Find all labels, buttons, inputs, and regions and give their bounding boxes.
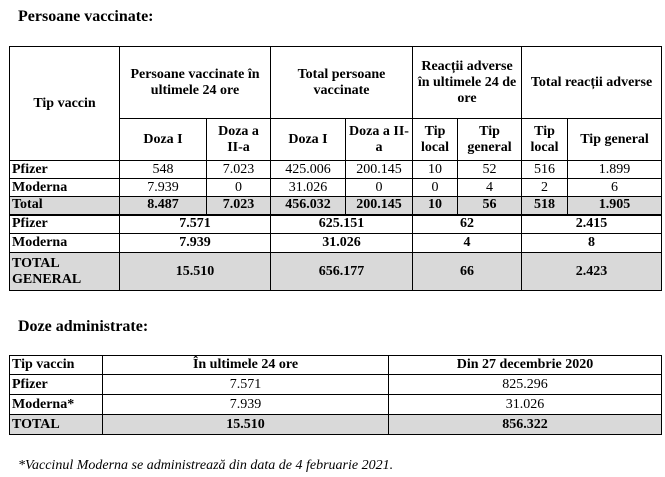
section2-title: Doze administrate: xyxy=(18,318,149,335)
row-label: Moderna xyxy=(10,234,120,253)
cell: 548 xyxy=(120,161,207,179)
header-24h: În ultimele 24 ore xyxy=(103,356,389,375)
cell: 516 xyxy=(522,161,568,179)
total-general-row xyxy=(10,253,662,291)
header-tip-general: Tip general xyxy=(458,119,522,161)
cell: 200.145 xyxy=(346,197,413,215)
header-tip-local: Tip local xyxy=(413,119,458,161)
header-doza2: Doza a II-a xyxy=(346,119,413,161)
cell: 10 xyxy=(413,161,458,179)
summary-row xyxy=(10,215,662,234)
table-row xyxy=(10,179,662,197)
cell: 0 xyxy=(346,179,413,197)
header-doza2: Doza a II-a xyxy=(207,119,271,161)
total-row xyxy=(10,415,662,435)
cell: 62 xyxy=(413,215,522,234)
cell: 4 xyxy=(413,234,522,253)
cell: 7.939 xyxy=(103,395,389,415)
table-row xyxy=(10,161,662,179)
cell: 518 xyxy=(522,197,568,215)
cell: 0 xyxy=(207,179,271,197)
row-label: Moderna xyxy=(10,179,120,197)
cell: 31.026 xyxy=(389,395,662,415)
cell: 31.026 xyxy=(271,234,413,253)
cell: 856.322 xyxy=(389,415,662,435)
table-row xyxy=(10,375,662,395)
section1-title: Persoane vaccinate: xyxy=(18,8,154,25)
cell: 7.939 xyxy=(120,234,271,253)
row-label: Pfizer xyxy=(10,375,103,395)
cell: 825.296 xyxy=(389,375,662,395)
header-tip-local: Tip local xyxy=(522,119,568,161)
row-label: Pfizer xyxy=(10,161,120,179)
table-row xyxy=(10,395,662,415)
row-label: Moderna* xyxy=(10,395,103,415)
vaccinated-table xyxy=(9,46,662,291)
summary-row xyxy=(10,234,662,253)
cell: 66 xyxy=(413,253,522,291)
row-label: TOTAL xyxy=(10,415,103,435)
cell: 6 xyxy=(568,179,662,197)
header-doza1: Doza I xyxy=(271,119,346,161)
cell: 625.151 xyxy=(271,215,413,234)
header-tip-general: Tip general xyxy=(568,119,662,161)
header-tip-vaccin: Tip vaccin xyxy=(10,356,103,375)
cell: 10 xyxy=(413,197,458,215)
row-label: Pfizer xyxy=(10,215,120,234)
header-doza1: Doza I xyxy=(120,119,207,161)
header-reactions-24h: Reacții adverse în ultimele 24 de ore xyxy=(413,47,522,119)
cell: 31.026 xyxy=(271,179,346,197)
cell: 456.032 xyxy=(271,197,346,215)
doses-table xyxy=(9,355,662,435)
cell: 7.571 xyxy=(103,375,389,395)
cell: 200.145 xyxy=(346,161,413,179)
cell: 1.905 xyxy=(568,197,662,215)
cell: 0 xyxy=(413,179,458,197)
cell: 52 xyxy=(458,161,522,179)
row-label: TOTAL GENERAL xyxy=(10,253,120,291)
total-row xyxy=(10,197,662,215)
cell: 7.023 xyxy=(207,161,271,179)
cell: 656.177 xyxy=(271,253,413,291)
cell: 7.023 xyxy=(207,197,271,215)
header-total-reactions: Total reacții adverse xyxy=(522,47,662,119)
cell: 1.899 xyxy=(568,161,662,179)
cell: 8 xyxy=(522,234,662,253)
cell: 2 xyxy=(522,179,568,197)
cell: 15.510 xyxy=(103,415,389,435)
cell: 4 xyxy=(458,179,522,197)
cell: 425.006 xyxy=(271,161,346,179)
cell: 15.510 xyxy=(120,253,271,291)
row-label: Total xyxy=(10,197,120,215)
header-since: Din 27 decembrie 2020 xyxy=(389,356,662,375)
cell: 56 xyxy=(458,197,522,215)
header-24h: Persoane vaccinate în ultimele 24 ore xyxy=(120,47,271,119)
cell: 8.487 xyxy=(120,197,207,215)
header-total: Total persoane vaccinate xyxy=(271,47,413,119)
cell: 7.571 xyxy=(120,215,271,234)
cell: 2.423 xyxy=(522,253,662,291)
header-tip-vaccin: Tip vaccin xyxy=(10,47,120,161)
cell: 2.415 xyxy=(522,215,662,234)
cell: 7.939 xyxy=(120,179,207,197)
footnote: *Vaccinul Moderna se administrează din data de 4 februarie 2021. xyxy=(18,458,394,473)
